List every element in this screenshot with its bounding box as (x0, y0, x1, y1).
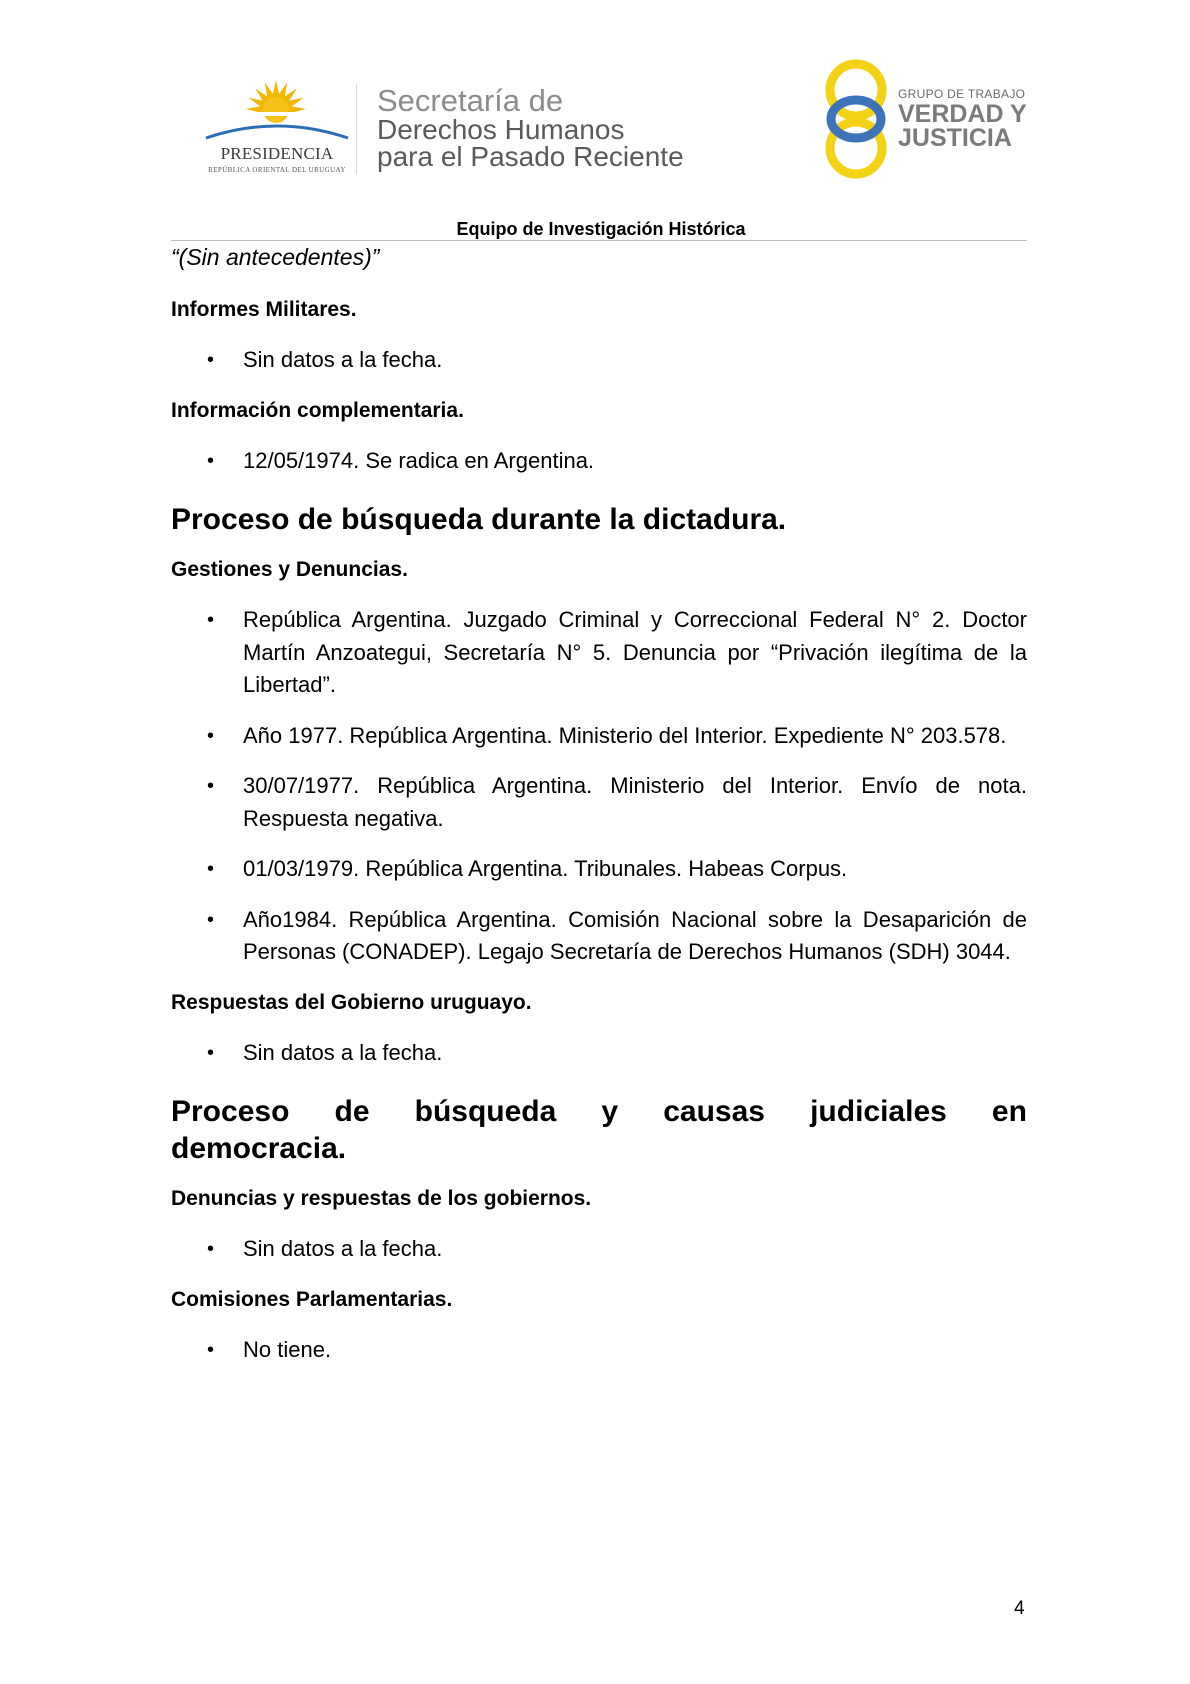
list-respuestas-gobierno (171, 1037, 1027, 1070)
presidencia-name: PRESIDENCIA (220, 144, 334, 163)
heading-info-complementaria: Información complementaria. (171, 398, 464, 422)
verdad-justicia-logo (820, 56, 1030, 182)
heading-denuncias-gobiernos: Denuncias y respuestas de los gobiernos. (171, 1187, 592, 1210)
list-item: • 30/07/1977. República Argentina. Ministerio del Interior. Envío de nota. Respuesta negativa. (171, 770, 1027, 835)
heading-word: de (334, 1095, 370, 1128)
header-divider (356, 84, 357, 174)
secretaria-line1: Secretaría de (377, 83, 564, 118)
heading-busqueda-democracia (171, 1093, 1027, 1167)
heading-busqueda-dictadura: Proceso de búsqueda durante la dictadura. (171, 503, 787, 536)
quote-text: “(Sin antecedentes)” (171, 244, 380, 270)
list-gestiones (171, 604, 1027, 969)
document-body (171, 240, 1027, 1366)
list-item: • Año 1977. República Argentina. Ministerio del Interior. Expediente N° 203.578. (171, 720, 1027, 753)
heading-word: causas (663, 1095, 765, 1128)
heading-word: judiciales (810, 1095, 947, 1128)
heading-busqueda-democracia-line1 (171, 1093, 1027, 1130)
page-header (0, 0, 1190, 250)
grupo-small-label: GRUPO DE TRABAJO (898, 87, 1026, 101)
heading-word: Proceso (171, 1095, 290, 1128)
page-number: 4 (1014, 1598, 1025, 1619)
list-comisiones (171, 1334, 1027, 1367)
grupo-justicia-label: JUSTICIA (898, 124, 1012, 152)
heading-comisiones: Comisiones Parlamentarias. (171, 1287, 453, 1311)
list-item: • 12/05/1974. Se radica en Argentina. (171, 445, 1027, 478)
heading-respuestas-gobierno: Respuestas del Gobierno uruguayo. (171, 990, 532, 1014)
heading-word: en (991, 1095, 1027, 1128)
secretaria-line3: para el Pasado Reciente (377, 141, 684, 172)
list-item: • Sin datos a la fecha. (171, 1037, 1027, 1070)
list-item: • No tiene. (171, 1334, 1027, 1367)
presidencia-logo (198, 78, 356, 178)
team-label: Equipo de Investigación Histórica (456, 219, 746, 239)
secretaria-line2: Derechos Humanos (377, 114, 625, 145)
list-info-complementaria (171, 445, 1027, 478)
list-item: • Año1984. República Argentina. Comisión Nacional sobre la Desaparición de Personas (CONADEP). Legajo Secretaría de Derechos Humanos (SDH) 3044. (171, 904, 1027, 969)
heading-gestiones: Gestiones y Denuncias. (171, 558, 408, 581)
secretaria-title (377, 83, 684, 172)
list-item: • Sin datos a la fecha. (171, 1233, 1027, 1266)
list-denuncias-gobiernos (171, 1233, 1027, 1266)
sun-emblem-icon (198, 78, 356, 148)
rings-emblem-icon (820, 56, 896, 182)
heading-word: búsqueda (414, 1095, 557, 1128)
presidencia-subtitle: REPÚBLICA ORIENTAL DEL URUGUAY (208, 166, 346, 174)
heading-word: y (601, 1095, 619, 1128)
list-item: • República Argentina. Juzgado Criminal y Correccional Federal N° 2. Doctor Martín Anzoategui, Secretaría N° 5. Denuncia por “Privación ilegítima de la Libertad”. (171, 604, 1027, 702)
heading-busqueda-democracia-line2: democracia. (171, 1132, 347, 1165)
list-item: • 01/03/1979. República Argentina. Tribunales. Habeas Corpus. (171, 853, 1027, 886)
list-item: • Sin datos a la fecha. (171, 344, 1027, 377)
list-informes-militares (171, 344, 1027, 377)
heading-informes-militares: Informes Militares. (171, 298, 357, 321)
grupo-verdad-label: VERDAD Y (898, 100, 1027, 128)
